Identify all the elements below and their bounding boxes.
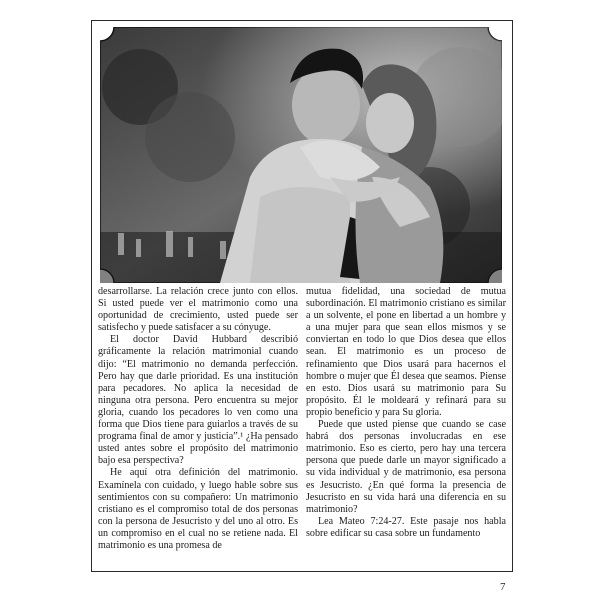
paragraph: mutua fidelidad, una sociedad de mutua subordinación. El matrimonio cristiano es similar a un solvente, el pone en libertad a un hombre y a una mujer para que sean ellos mismos y se conviertan en todo lo que Dios desea que ellos sean. El matrimonio es un proceso de refinamiento que Dios usará para hacernos el hombre o mujer que Él desea que seamos. Piense en esto. Dios usará su matrimonio para Su propósito. Él le moldeará y refinará para su propio beneficio y para Su gloria. bbox=[306, 286, 506, 418]
paragraph: Lea Mateo 7:24-27. Este pasaje nos habla sobre edificar su casa sobre un fundamento bbox=[306, 515, 506, 539]
page-number: 7 bbox=[500, 581, 506, 593]
couple-photo bbox=[100, 27, 502, 283]
paragraph: El doctor David Hubbard describió gráficamente la relación matrimonial cuando dijo: “El matrimonio no demanda perfección. Pero hay que darle prioridad. Es una institución para pecadores. No aplica la necesidad de ninguna otra persona. Pero encuentra su mejor gloria, cuando los pecadores lo ven como una forma que Dios tiene para guiarlos a través de su programa final de amor y justicia”.¹ ¿Ha pensado usted antes sobre el propósito del matrimonio bajo esa perspectiva? bbox=[98, 334, 298, 467]
paragraph: He aquí otra definición del matrimonio. Examínela con cuidado, y luego hable sobre sus sentimientos con su compañero: Un matrimonio cristiano es el compromiso total de dos personas con la persona de Jesucristo y del uno al otro. Es un compromiso en el cual no se retiene nada. El matrimonio es una promesa de bbox=[98, 467, 298, 551]
text-column-right bbox=[306, 286, 506, 540]
paragraph: desarrollarse. La relación crece junto con ellos. Si usted puede ver el matrimonio como una oportunidad de crecimiento, usted puede ser satisfecho y puede satisfacer a su cónyuge. bbox=[98, 286, 298, 334]
text-column-left bbox=[98, 286, 298, 552]
paragraph: Puede que usted piense que cuando se case habrá dos personas involucradas en ese matrimonio. Eso es cierto, pero hay una tercera persona que puede darle un mayor significado a su vida individual y de matrimonio, esa persona es Jesucristo. ¿En qué forma la presencia de Jesucristo en su vida hará una diferencia en su matrimonio? bbox=[306, 419, 506, 515]
